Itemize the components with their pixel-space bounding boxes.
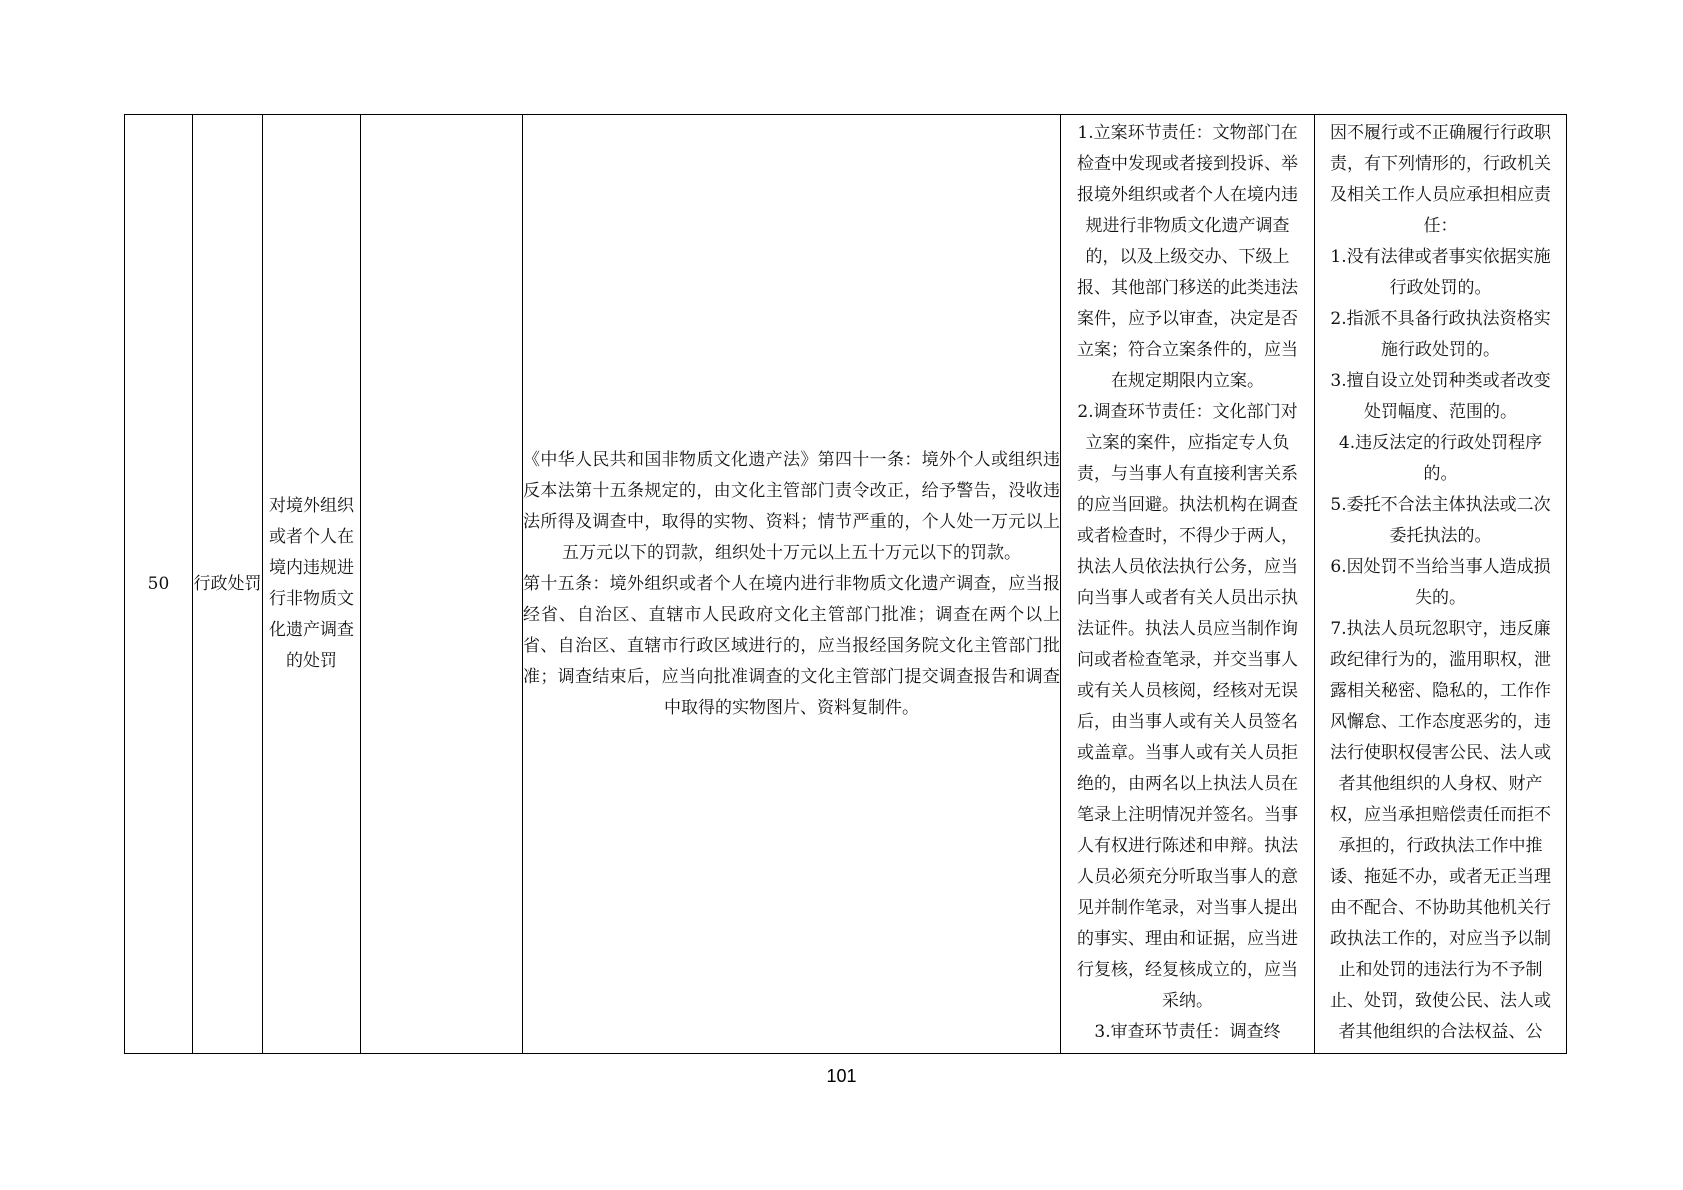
responsibility-text: 1.立案环节责任：文物部门在检查中发现或者接到投诉、举报境外组织或者个人在境内违规进行非物质文化遗产调查的，以及上级交办、下级上报、其他部门移送的此类违法案件，应予以审查，决定是否立案；符合立案条件的，应当在规定期限内立案。 2.调查环节责任：文化部门对立案的案件，应指定专人负责，与当事人有直接利害关系的应当回避。执法机构在调查或者检查时，不得少于两人，执法人员依法执行公务，应当向当事人或者有关人员出示执法证件。执法人员应当制作询问或者检查笔录，并交当事人或有关人员核阅，经核对无误后，由当事人或有关人员签名或盖章。当事人或有关人员拒绝的，由两名以上执法人员在笔录上注明情况并签名。当事人有权进行陈述和申辩。执法人员必须充分听取当事人的意见并制作笔录，对当事人提出的事实、理由和证据，应当进行复核，经复核成立的，应当采纳。 3.审查环节责任：调查终 [1077,123,1298,1042]
page-number: 101 [826,1066,857,1086]
responsibility-cell [1061,115,1315,1054]
row-number-cell [125,115,193,1054]
item-name: 对境外组织或者个人在境内违规进行非物质文化遗产调查的处罚 [269,496,354,671]
item-name-cell [263,115,361,1054]
sub-item-cell [361,115,523,1054]
legal-basis-paragraph-1: 《中华人民共和国非物质文化遗产法》第四十一条：境外个人或组织违反本法第十五条规定的，由文化主管部门责令改正，给予警告，没收违法所得及调查中，取得的实物、资料；情节严重的，个人处一万元以上五万元以下的罚款，组织处十万元以上五十万元以下的罚款。 [523,449,1060,563]
accountability-cell [1315,115,1567,1054]
document-table-wrapper [124,114,1566,1054]
legal-basis-paragraph-2: 第十五条：境外组织或者个人在境内进行非物质文化遗产调查，应当报经省、自治区、直辖市人民政府文化主管部门批准；调查在两个以上省、自治区、直辖市行政区域进行的，应当报经国务院文化主管部门批准；调查结束后，应当向批准调查的文化主管部门提交调查报告和调查中取得的实物图片、资料复制件。 [523,573,1060,718]
power-category: 行政处罚 [193,573,262,594]
accountability-text: 因不履行或不正确履行行政职责，有下列情形的，行政机关及相关工作人员应承担相应责任： 1.没有法律或者事实依据实施行政处罚的。 2.指派不具备行政执法资格实施行政处罚的。 3.擅自设立处罚种类或者改变处罚幅度、范围的。 4.违反法定的行政处罚程序的。 5.委托不合法主体执法或二次委托执法的。 6.因处罚不当给当事人造成损失的。 7.执法人员玩忽职守，违反廉政纪律行为的，滥用职权，泄露相关秘密、隐私的，工作作风懈怠、工作态度恶劣的，违法行使职权侵害公民、法人或者其他组织的人身权、财产权，应当承担赔偿责任而拒不承担的，行政执法工作中推诿、拖延不办，或者无正当理由不配合、不协助其他机关行政执法工作的，对应当予以制止和处罚的违法行为不予制止、处罚，致使公民、法人或者其他组织的合法权益、公 [1330,123,1551,1042]
power-list-table [124,114,1567,1054]
power-category-cell [193,115,263,1054]
legal-basis-cell [523,115,1061,1054]
row-number: 50 [147,573,170,594]
table-row [125,115,1567,1054]
